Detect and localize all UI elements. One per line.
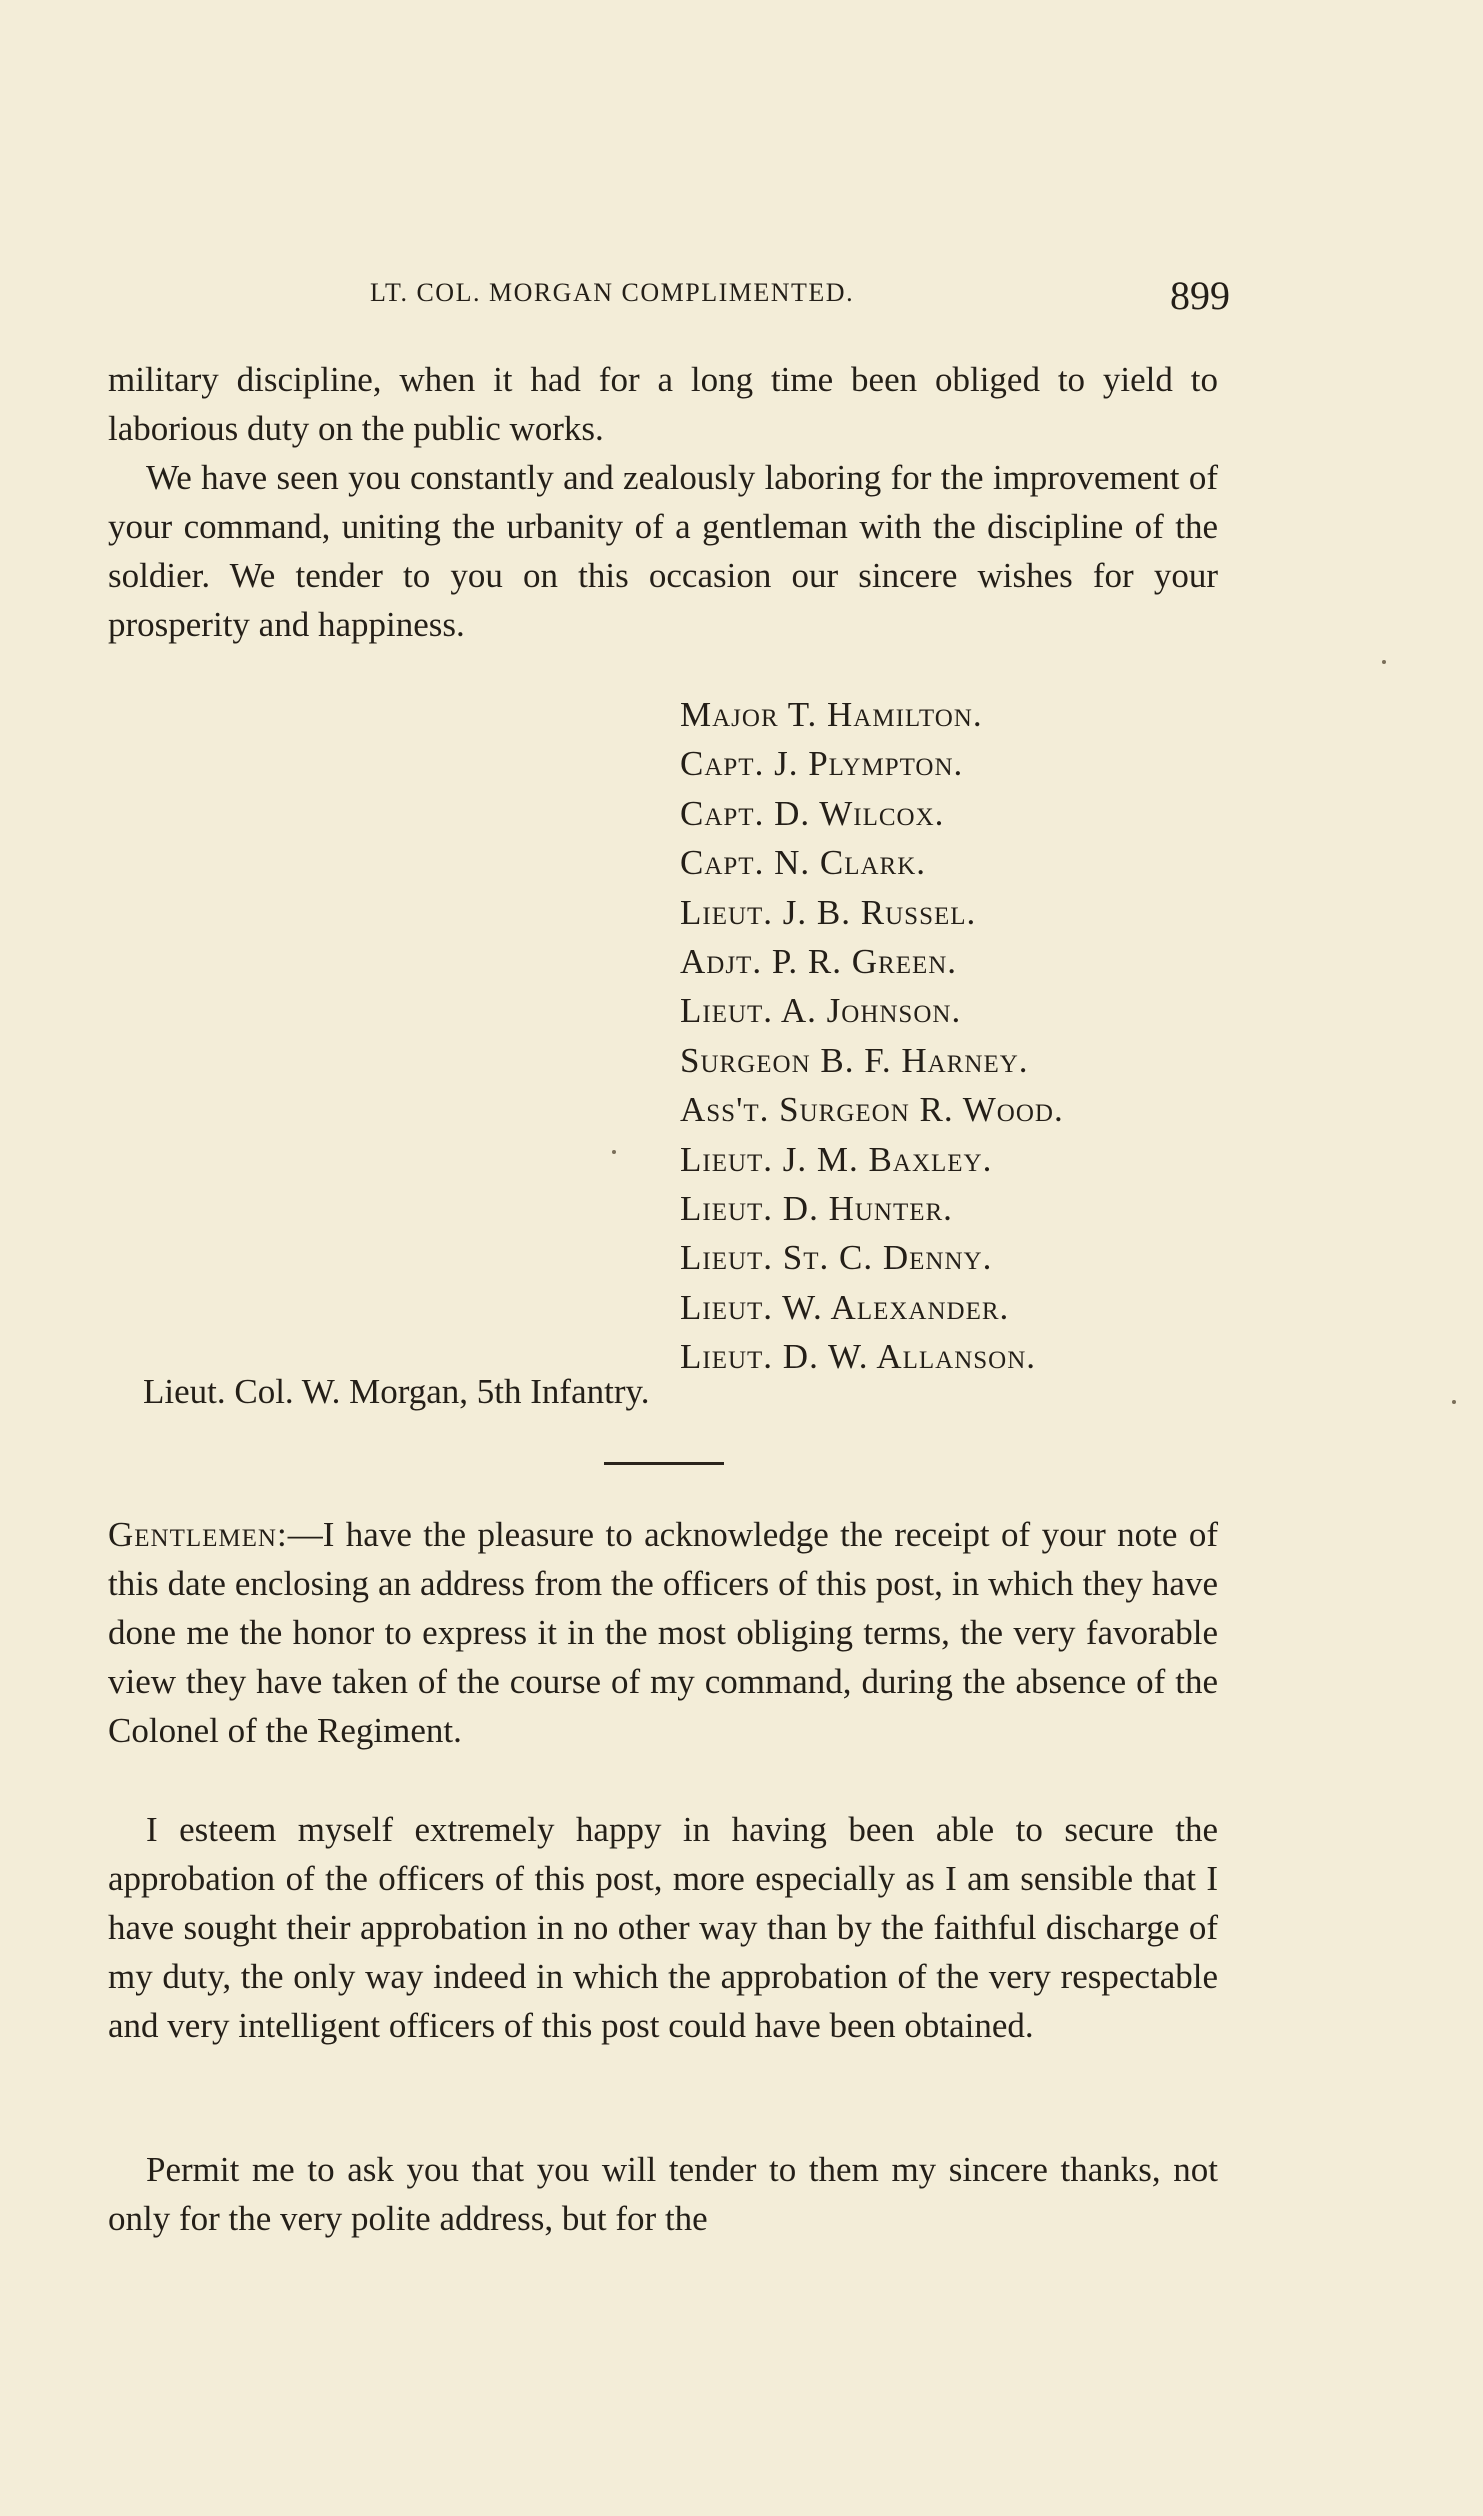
signature-line: Lieut. St. C. Denny.: [680, 1238, 993, 1278]
signature-line: Surgeon B. F. Harney.: [680, 1040, 1029, 1080]
signature-line: Capt. N. Clark.: [680, 843, 926, 883]
paragraph-4: I esteem myself extremely happy in having been able to secure the approbation of the officers of this post, more especially as I am sensible that I have sought their approbation in no other way than by the faithful discharge of my duty, the only way indeed in which the approbation of the very respectable and very intelligent officers of this post could have been obtained.: [108, 1810, 1218, 2045]
signature-line: Capt. D. Wilcox.: [680, 793, 945, 833]
paragraph-5: Permit me to ask you that you will tender to them my sincere thanks, not only for the very polite address, but for the: [108, 2150, 1218, 2238]
paragraph-3: [108, 1510, 1218, 1755]
signature-line: Lieut. D. W. Allanson.: [680, 1337, 1037, 1377]
signature-line: Lieut. J. M. Baxley.: [680, 1139, 993, 1179]
paragraph-1: military discipline, when it had for a long time been obliged to yield to laborious duty on the public works.: [108, 360, 1218, 448]
paragraph-2: We have seen you constantly and zealously laboring for the improvement of your command, uniting the urbanity of a gentleman with the discipline of the soldier. We tender to you on this occasion our sincere wishes for your prosperity and happiness.: [108, 458, 1218, 644]
page-number: 899: [1170, 273, 1230, 318]
signature-line: Lieut. W. Alexander.: [680, 1287, 1010, 1327]
page-speck: [612, 1150, 616, 1154]
salutation: Gentlemen:: [108, 1515, 288, 1554]
section-divider: [604, 1462, 724, 1465]
signature-line: Ass't. Surgeon R. Wood.: [680, 1090, 1064, 1130]
signature-line: Major T. Hamilton.: [680, 695, 983, 734]
signature-line: Lieut. J. B. Russel.: [680, 892, 977, 932]
paragraph-3-text: —I have the pleasure to acknowledge the receipt of your note of this date enclosing an address from the officers of this post, in which they have done me the honor to express it in the most obliging terms, the very favorable view they have taken of the course of my command, during the absence of the Colonel of the Regiment.: [108, 1515, 1218, 1750]
signature-line: Lieut. D. Hunter.: [680, 1189, 953, 1229]
page-speck: [1452, 1400, 1456, 1404]
signature-line: Adjt. P. R. Green.: [680, 942, 958, 982]
running-title: LT. COL. MORGAN COMPLIMENTED.: [370, 278, 855, 307]
signature-list: [680, 690, 1064, 1382]
page-speck: [1382, 660, 1386, 664]
addressee: Lieut. Col. W. Morgan, 5th Infantry.: [143, 1372, 650, 1411]
signature-line: Lieut. A. Johnson.: [680, 991, 962, 1031]
signature-line: Capt. J. Plympton.: [680, 744, 964, 784]
running-head: [370, 273, 1230, 338]
